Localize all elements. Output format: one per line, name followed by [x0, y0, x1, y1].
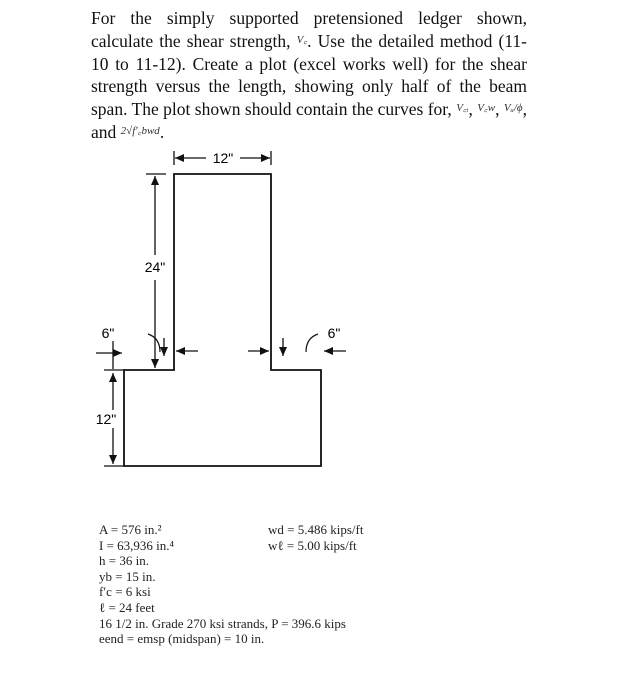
problem-text-after-vc: . Use the detailed method (11-10 to 11-12). Create a plot (excel works well) for the shear strength versus the length, showing only half of the beam span. The plot shown should contain the curves for, — [91, 31, 528, 120]
problem-text-and: , and — [91, 99, 527, 143]
dim-ledge-left-label: 6" — [101, 325, 115, 341]
symbol-sqrt-fc-bwd: 2√f′꜀bwd — [120, 125, 160, 138]
prop-strands: 16 1/2 in. Grade 270 ksi strands, P = 396.6 kips — [99, 615, 346, 631]
symbol-vcw: V꜀w — [477, 102, 496, 115]
dim-ledge-right-label: 6" — [327, 325, 341, 341]
prop-area: A = 576 in.² — [99, 522, 162, 537]
prop-length: ℓ = 24 feet — [99, 599, 155, 615]
dim-top-label: 12" — [212, 150, 234, 166]
prop-inertia: I = 63,936 in.⁴ — [99, 537, 175, 553]
prop-dead-load: wd = 5.486 kips/ft — [268, 522, 364, 537]
dim-bottom-label: 12" — [95, 411, 117, 427]
section-outline — [124, 174, 321, 466]
dim-web-label: 24" — [144, 259, 166, 275]
prop-height: h = 36 in. — [99, 553, 149, 569]
prop-fc: f′c = 6 ksi — [99, 584, 151, 600]
load-curve-right — [306, 334, 318, 352]
symbol-vu-phi: Vᵤ/ϕ — [503, 102, 523, 115]
prop-live-load: wℓ = 5.00 kips/ft — [268, 537, 357, 553]
load-curve-left — [148, 334, 160, 352]
problem-text-main: For the simply supported pretensioned ledger shown, calculate the shear strength, — [91, 8, 527, 52]
prop-yb: yb = 15 in. — [99, 568, 156, 584]
problem-text-end: . — [159, 122, 165, 143]
section-properties-right — [268, 522, 363, 553]
prop-eccentricity: eend = emsp (midspan) = 10 in. — [99, 631, 265, 647]
symbol-vci: V꜀ᵢ — [456, 102, 469, 115]
problem-statement: For the simply supported pretensioned ledger shown, calculate the shear strength, $^{V꜀}$. Use the detailed method (11-10 to 11-12). Create a plot (excel works well) for the shear strength versus the length, showing only half of the beam span. The plot shown should contain the curves for, $^{V꜀ᵢ}$, $^{V꜀w}$, $^{Vᵤ/\phi}$, and $^{2√f'꜀bwd}$. — [91, 8, 528, 143]
symbol-vc: V꜀ — [296, 34, 308, 47]
